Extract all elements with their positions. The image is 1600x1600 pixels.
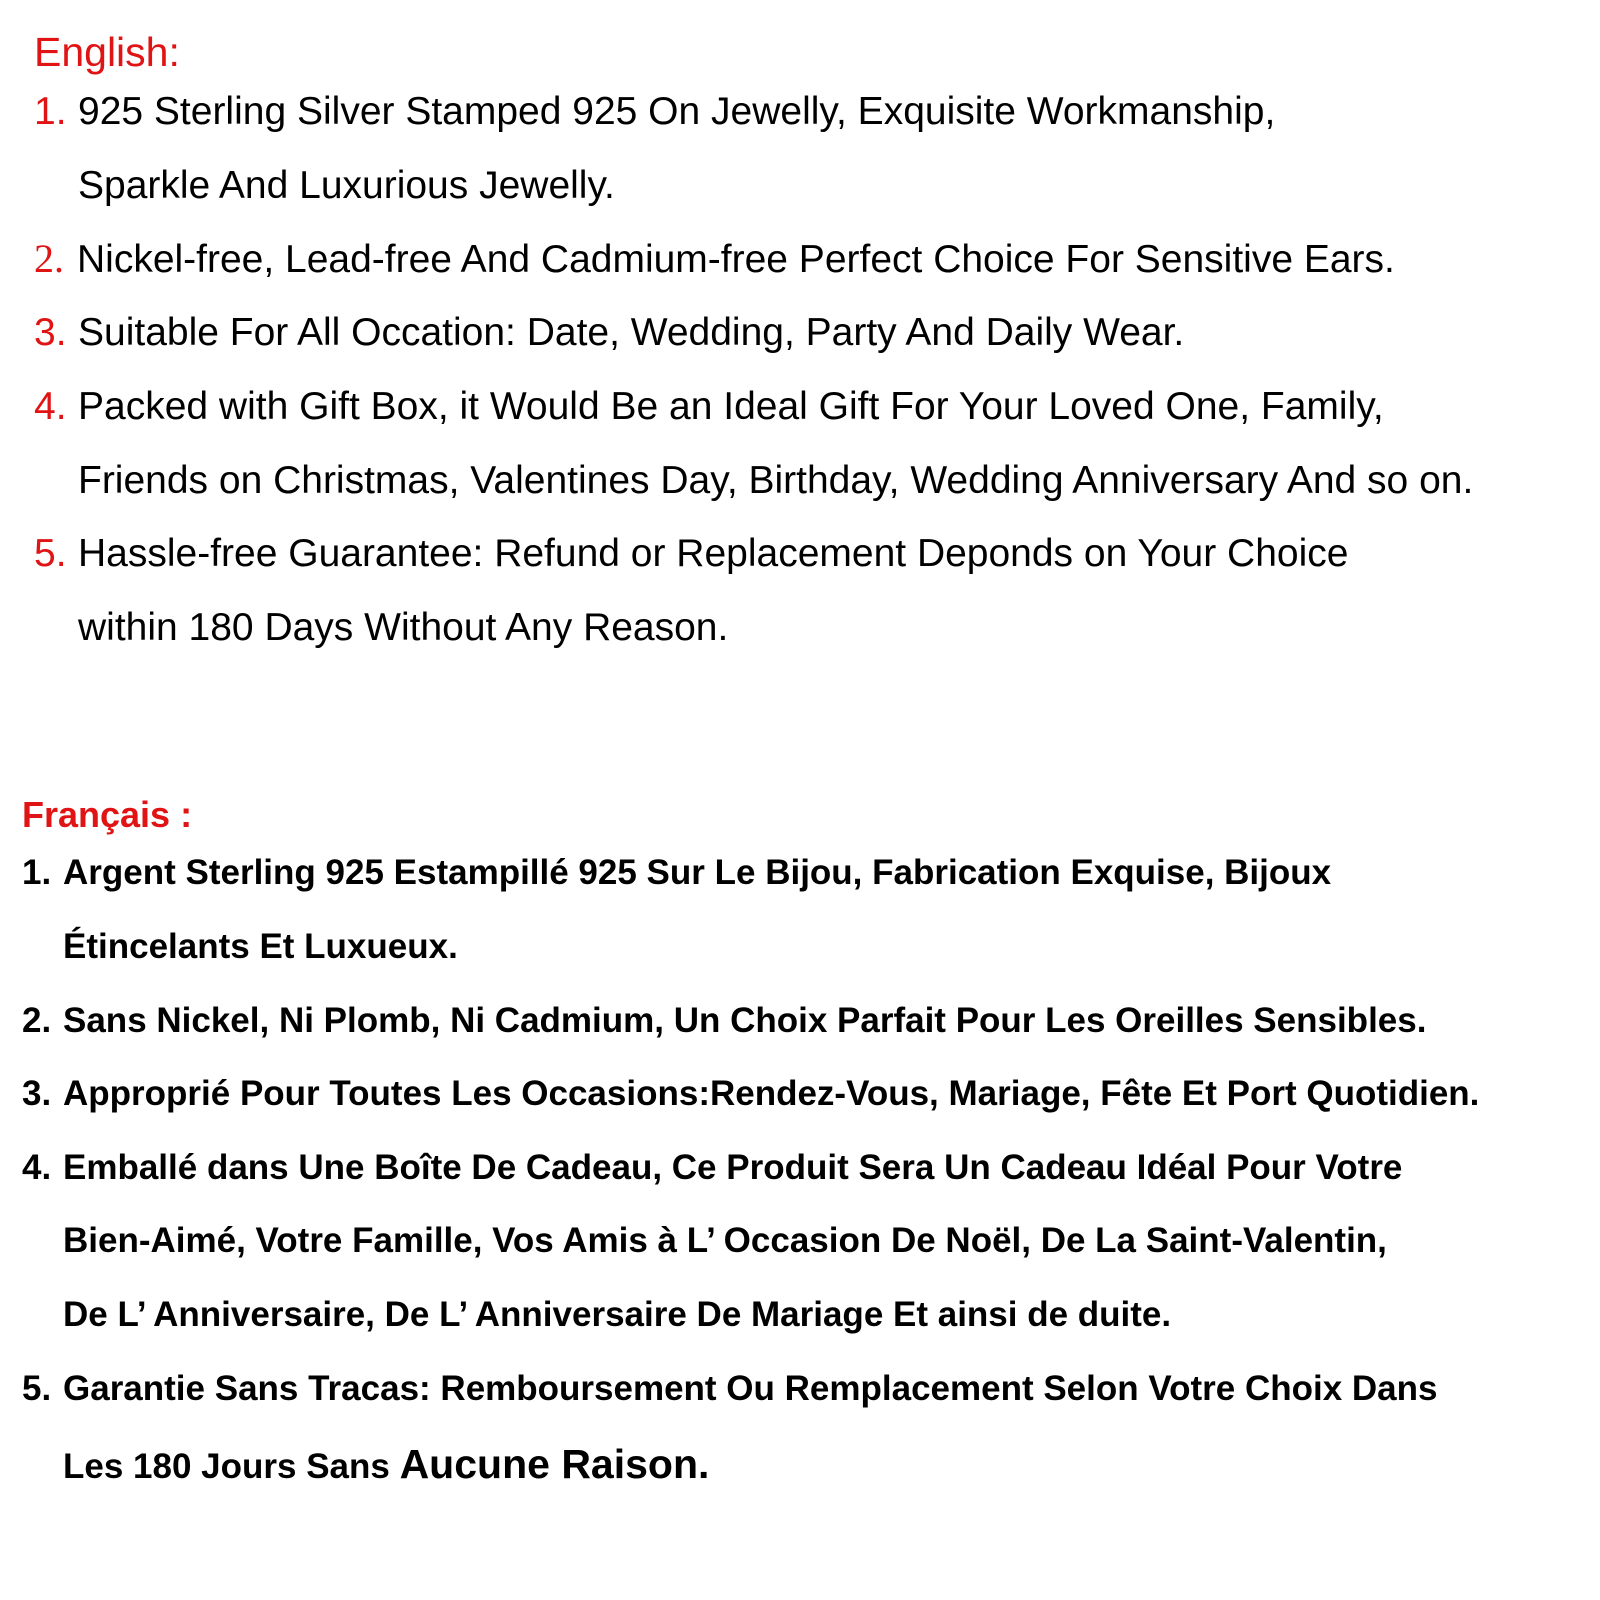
en-item-5-text-2: within 180 Days Without Any Reason. (78, 606, 729, 649)
en-item-4-number: 4. (34, 385, 67, 428)
en-item-5-number: 5. (34, 532, 67, 575)
fr-item-1-number: 1. (22, 853, 52, 892)
en-item-2-text-1: Nickel-free, Lead-free And Cadmium-free Perfect Choice For Sensitive Ears. (77, 238, 1395, 281)
fr-item-4-line-1 (22, 1150, 1402, 1185)
en-item-5-line-1 (34, 534, 1348, 573)
en-item-4-text-2: Friends on Christmas, Valentines Day, Birthday, Wedding Anniversary And so on. (78, 459, 1474, 502)
fr-item-3-line-1 (22, 1076, 1479, 1111)
fr-item-4-number: 4. (22, 1148, 52, 1187)
en-item-3-line-1 (34, 313, 1184, 352)
fr-item-5-line-1 (22, 1371, 1438, 1406)
fr-item-4-text-2: Bien-Aimé, Votre Famille, Vos Amis à L’ Occasion De Noël, De La Saint-Valentin, (63, 1221, 1387, 1260)
en-item-5-text-1: Hassle-free Guarantee: Refund or Replacement Deponds on Your Choice (78, 532, 1349, 575)
fr-item-2-text-1: Sans Nickel, Ni Plomb, Ni Cadmium, Un Choix Parfait Pour Les Oreilles Sensibles. (63, 1001, 1427, 1040)
french-heading: Français : (22, 794, 193, 835)
fr-item-1-text-1: Argent Sterling 925 Estampillé 925 Sur Le Bijou, Fabrication Exquise, Bijoux (63, 853, 1332, 892)
fr-item-5-text-2: Les 180 Jours Sans (63, 1447, 400, 1486)
en-item-3-number: 3. (34, 311, 67, 354)
en-item-4-text-1: Packed with Gift Box, it Would Be an Ideal Gift For Your Loved One, Family, (78, 385, 1384, 428)
en-item-1-number: 1. (34, 90, 67, 133)
fr-item-2-line-1 (22, 1003, 1426, 1038)
fr-item-5-line-2 (63, 1441, 710, 1487)
fr-item-2-number: 2. (22, 1001, 52, 1040)
en-item-1-text-1: 925 Sterling Silver Stamped 925 On Jewelly, Exquisite Workmanship, (78, 90, 1276, 133)
en-item-2-number: 2. (34, 236, 64, 281)
en-item-1-text-2: Sparkle And Luxurious Jewelly. (78, 164, 615, 207)
fr-item-4-text-3: De L’ Anniversaire, De L’ Anniversaire De Mariage Et ainsi de duite. (63, 1295, 1172, 1334)
fr-item-5-number: 5. (22, 1369, 52, 1408)
fr-item-3-number: 3. (22, 1074, 52, 1113)
fr-item-1-text-2: Étincelants Et Luxueux. (63, 927, 458, 966)
fr-item-1-line-1 (22, 855, 1331, 890)
fr-item-5-text-1: Garantie Sans Tracas: Remboursement Ou Remplacement Selon Votre Choix Dans (63, 1369, 1438, 1408)
english-heading: English: (34, 29, 180, 75)
en-item-3-text-1: Suitable For All Occation: Date, Wedding, Party And Daily Wear. (78, 311, 1185, 354)
en-item-4-line-1 (34, 387, 1384, 426)
fr-item-5-text-3: Aucune Raison. (399, 1441, 710, 1487)
en-item-1-line-1 (34, 92, 1275, 131)
fr-item-3-text-1: Approprié Pour Toutes Les Occasions:Rendez-Vous, Mariage, Fête Et Port Quotidien. (63, 1074, 1480, 1113)
en-item-2-line-1 (34, 236, 1395, 281)
fr-item-4-text-1: Emballé dans Une Boîte De Cadeau, Ce Produit Sera Un Cadeau Idéal Pour Votre (63, 1148, 1403, 1187)
